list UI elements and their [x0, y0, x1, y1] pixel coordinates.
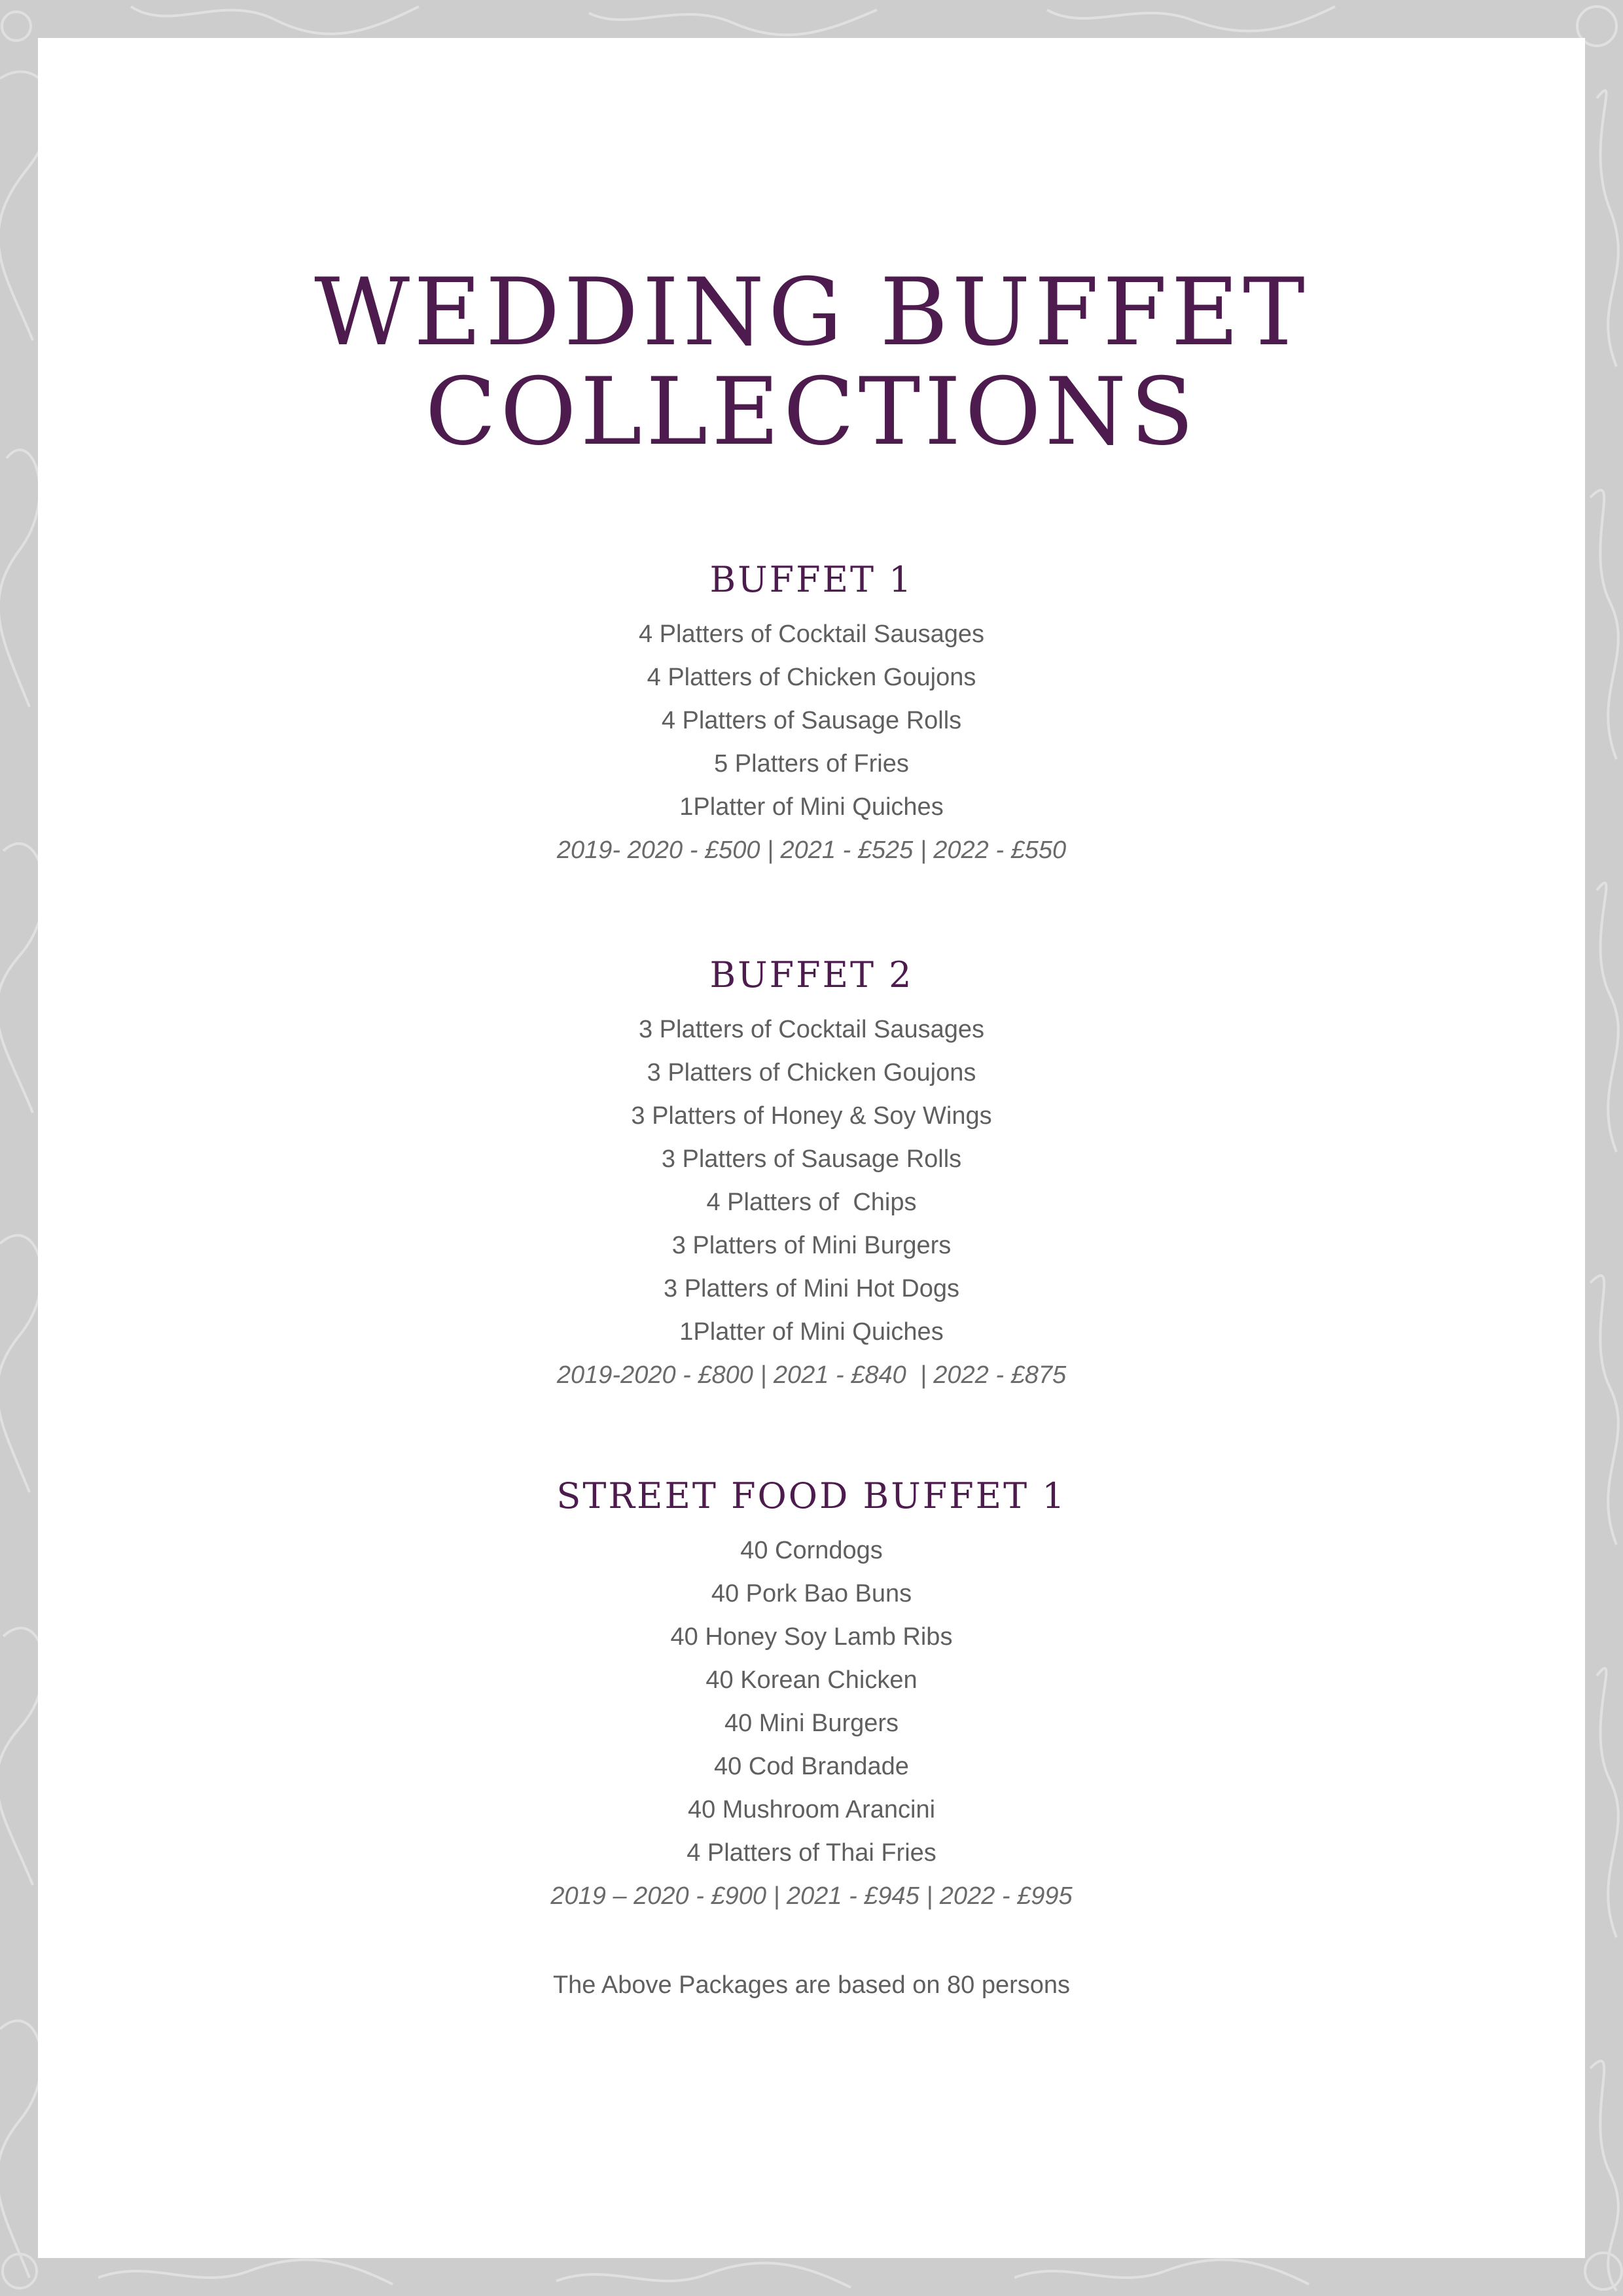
- page-title-line-1: WEDDING BUFFET: [314, 259, 1309, 367]
- menu-item: 1Platter of Mini Quiches: [679, 1318, 944, 1346]
- menu-item: 3 Platters of Mini Hot Dogs: [664, 1275, 959, 1302]
- menu-item: 40 Mushroom Arancini: [687, 1796, 936, 1823]
- menu-item: 4 Platters of Chicken Goujons: [647, 664, 976, 691]
- street-food-buffet-1-section: [38, 1473, 1585, 1918]
- menu-item: 40 Korean Chicken: [705, 1666, 918, 1694]
- page-title-line-2: COLLECTIONS: [425, 358, 1198, 466]
- footnote: The Above Packages are based on 80 persons: [552, 1971, 1071, 1999]
- menu-item: 3 Platters of Mini Burgers: [671, 1232, 952, 1259]
- menu-item: 3 Platters of Chicken Goujons: [647, 1059, 976, 1086]
- section-heading: BUFFET 1: [709, 559, 914, 600]
- price-line: 2019 – 2020 - £900 | 2021 - £945 | 2022 - £995: [550, 1882, 1073, 1910]
- menu-item: 1Platter of Mini Quiches: [679, 793, 944, 821]
- menu-item: 40 Mini Burgers: [724, 1710, 899, 1737]
- menu-item: 40 Cod Brandade: [714, 1753, 909, 1780]
- menu-item: 4 Platters of Sausage Rolls: [661, 707, 962, 734]
- menu-page: [38, 38, 1585, 2258]
- menu-item: 40 Honey Soy Lamb Ribs: [670, 1623, 953, 1651]
- menu-item: 3 Platters of Honey & Soy Wings: [631, 1102, 992, 1130]
- menu-item: 4 Platters of Thai Fries: [687, 1839, 936, 1867]
- menu-item: 40 Corndogs: [740, 1537, 883, 1564]
- menu-item: 40 Pork Bao Buns: [711, 1580, 912, 1607]
- section-heading: STREET FOOD BUFFET 1: [556, 1475, 1067, 1516]
- menu-item: 5 Platters of Fries: [714, 750, 909, 778]
- menu-item: 3 Platters of Sausage Rolls: [661, 1145, 962, 1173]
- menu-item: 3 Platters of Cocktail Sausages: [638, 1016, 985, 1043]
- price-line: 2019- 2020 - £500 | 2021 - £525 | 2022 - £550: [556, 836, 1067, 864]
- section-heading: BUFFET 2: [709, 954, 914, 996]
- menu-item: 4 Platters of Chips: [706, 1189, 917, 1216]
- menu-item: 4 Platters of Cocktail Sausages: [638, 620, 985, 648]
- buffet-2-section: [38, 952, 1585, 1397]
- price-line: 2019-2020 - £800 | 2021 - £840 | 2022 - £875: [556, 1361, 1067, 1389]
- buffet-1-section: [38, 556, 1585, 872]
